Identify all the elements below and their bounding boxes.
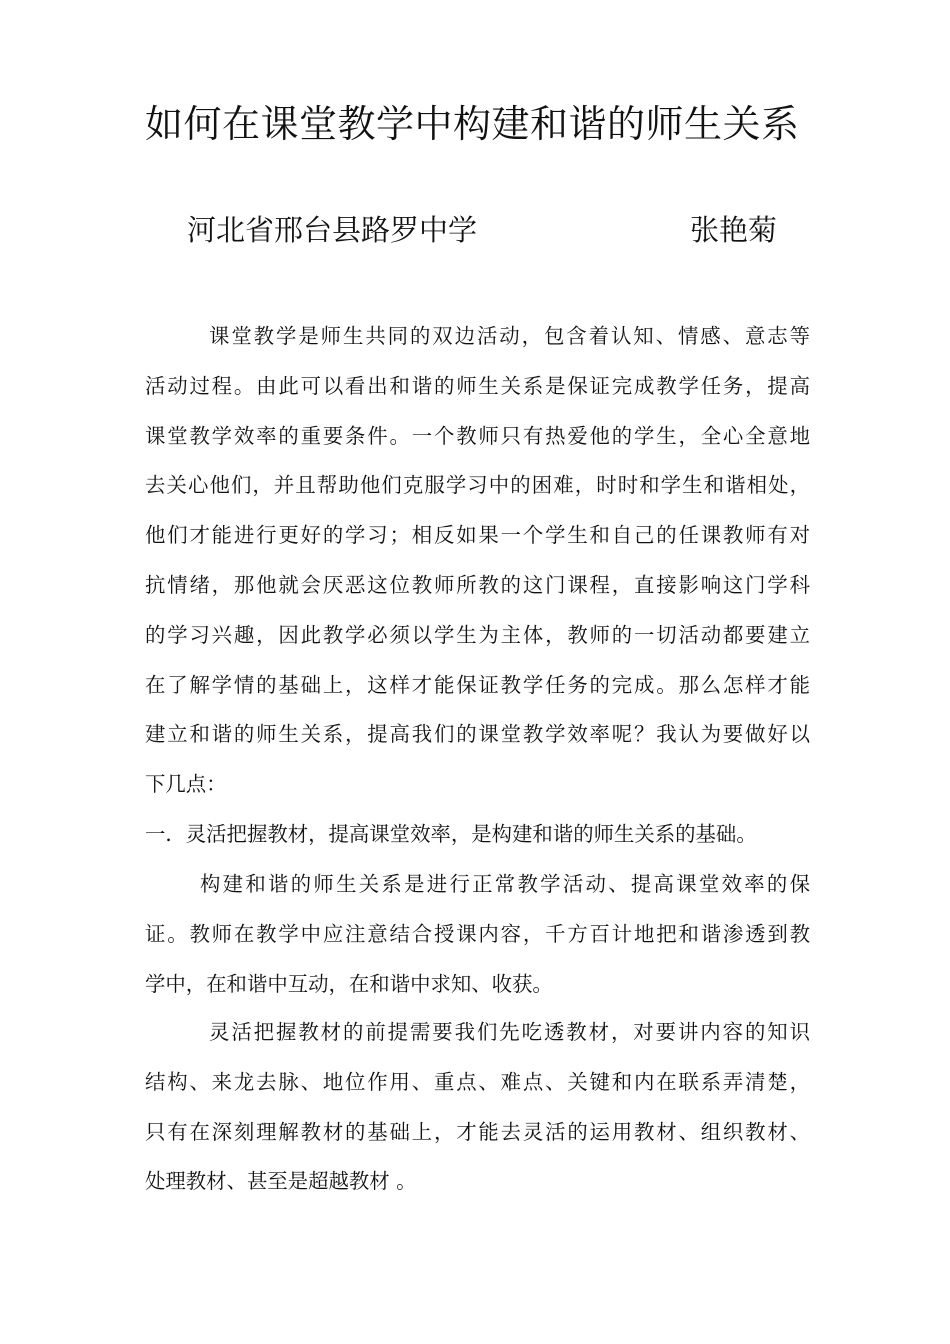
section-heading-1: 一．灵活把握教材，提高课堂效率，是构建和谐的师生关系的基础。: [145, 821, 757, 846]
text-line: 在了解学情的基础上，这样才能保证教学任务的完成。那么怎样才能: [145, 672, 810, 697]
text-line: 灵活把握教材的前提需要我们先吃透教材，对要讲内容的知识: [209, 1020, 810, 1044]
text-line: 去关心他们，并且帮助他们克服学习中的困难，时时和学生和谐相处，: [145, 473, 810, 498]
text-line: 下几点：: [145, 772, 227, 797]
text-line: 抗情绪，那他就会厌恶这位教师所教的这门课程，直接影响这门学科: [145, 572, 810, 597]
document-title: 如何在课堂教学中构建和谐的师生关系: [145, 102, 800, 146]
text-line: 证。教师在教学中应注意结合授课内容，千方百计地把和谐渗透到教: [145, 921, 810, 946]
author-name: 张艳菊: [690, 213, 778, 247]
text-line: 构建和谐的师生关系是进行正常教学活动、提高课堂效率的保: [200, 872, 810, 896]
paragraph-section1-intro: [145, 860, 810, 1009]
paragraph-intro: [145, 312, 810, 860]
paragraph-section1-detail: [145, 1008, 810, 1207]
text-line: 课堂教学效率的重要条件。一个教师只有热爱他的学生，全心全意地: [145, 423, 810, 448]
text-line: 的学习兴趣，因此教学必须以学生为主体，教师的一切活动都要建立: [145, 622, 810, 647]
school-name: 河北省邢台县路罗中学: [187, 213, 478, 247]
text-line: 只有在深刻理解教材的基础上，才能去灵活的运用教材、组织教材、: [145, 1119, 810, 1144]
text-line: 处理教材、甚至是超越教材 。: [145, 1169, 417, 1194]
text-line: 他们才能进行更好的学习；相反如果一个学生和自己的任课教师有对: [145, 523, 810, 548]
text-line: 课堂教学是师生共同的双边活动，包含着认知、情感、意志等: [209, 324, 810, 348]
text-line: 建立和谐的师生关系，提高我们的课堂教学效率呢？我认为要做好以: [145, 722, 810, 747]
text-line: 结构、来龙去脉、地位作用、重点、难点、关键和内在联系弄清楚，: [145, 1069, 810, 1094]
text-line: 活动过程。由此可以看出和谐的师生关系是保证完成教学任务，提高: [145, 373, 810, 398]
text-line: 学中，在和谐中互动，在和谐中求知、收获。: [145, 971, 553, 996]
